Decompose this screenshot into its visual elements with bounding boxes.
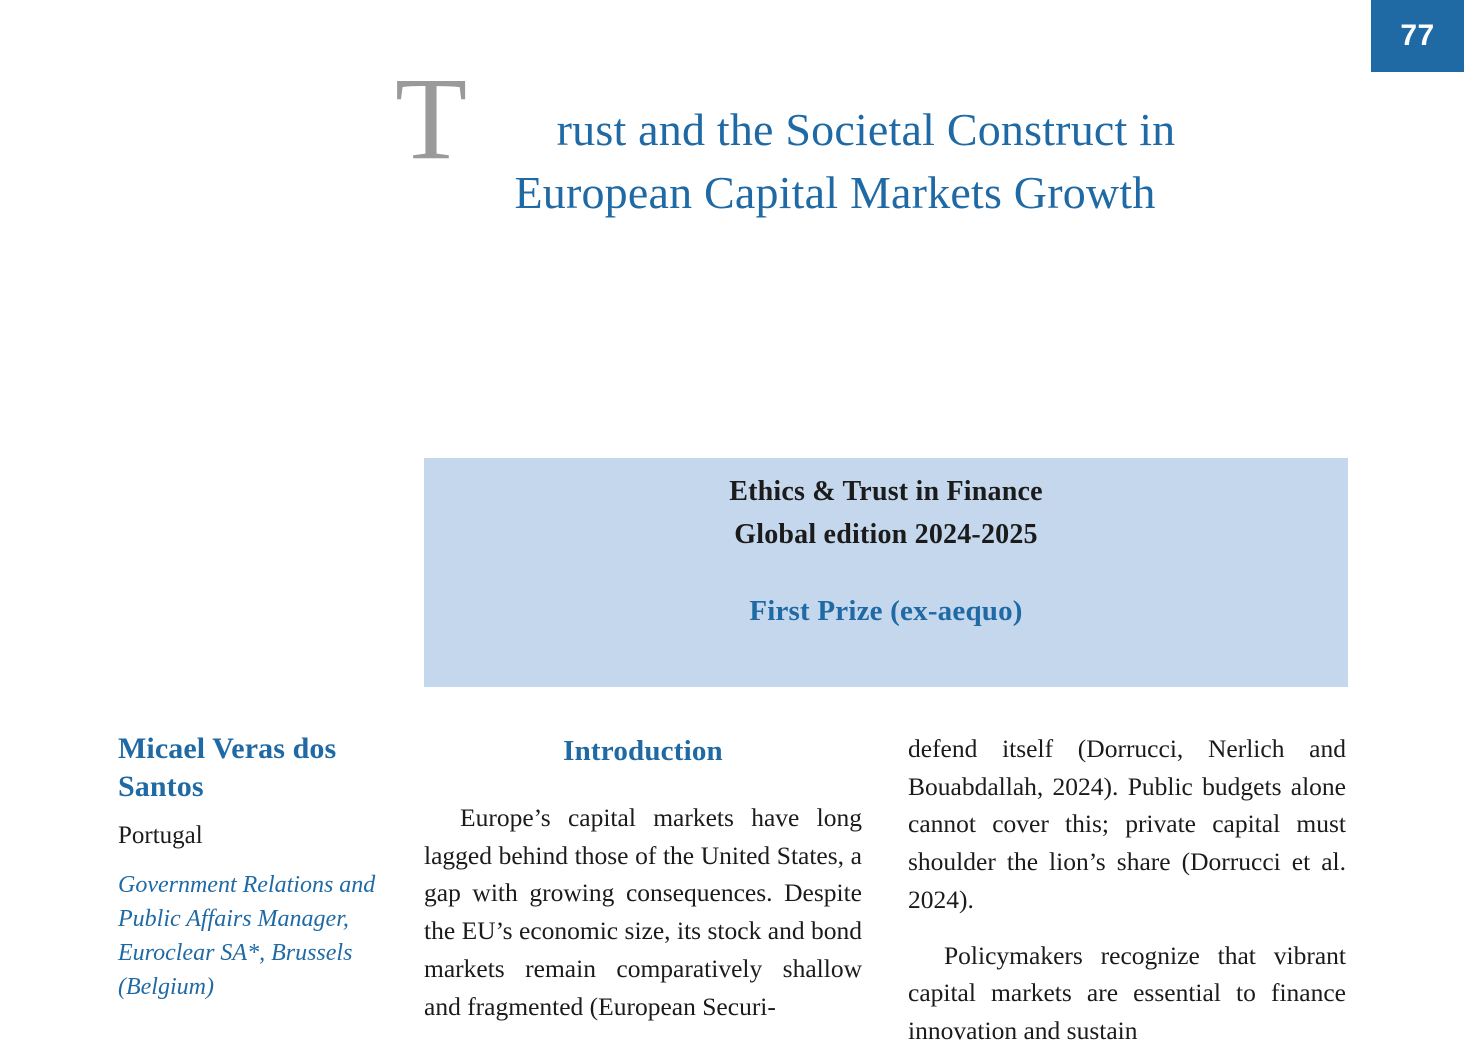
page-title-line-2: European Capital Markets Growth (514, 167, 1156, 219)
page-title-line-1: rust and the Societal Construct in (556, 104, 1176, 155)
page-number-badge (1371, 0, 1464, 72)
author-country: Portugal (118, 821, 203, 849)
competition-edition: Global edition 2024-2025 (734, 519, 1038, 550)
section-heading-introduction: Introduction (563, 735, 723, 767)
author-name: Micael Veras dos Santos (118, 732, 337, 804)
page-number: 77 (1400, 19, 1435, 52)
paragraph: Europe’s capital markets have long lagged behind those of the United States, a gap with growing consequences. Despite the EU’s economic size, its stock and bond markets remain comparatively shallow and fragmented (European Securi- (424, 802, 862, 1021)
columns-area (0, 730, 1464, 1046)
body-column-left (424, 730, 862, 1025)
body-column-right (908, 730, 1346, 1050)
paragraph: defend itself (Dorrucci, Nerlich and Bouabdallah, 2024). Public budgets alone cannot cover this; private capital must shoulder the lion’s share (Dorrucci et al. 2024). (908, 734, 1346, 914)
award-info-box (424, 458, 1348, 687)
title-dropcap: T (395, 53, 468, 184)
paragraph: Policymakers recognize that vibrant capital markets are essential to finance innovation and sustain (908, 940, 1346, 1046)
page-title (330, 98, 1340, 225)
author-block (118, 730, 380, 1004)
prize-label: First Prize (ex-aequo) (749, 595, 1023, 627)
author-affiliation: Government Relations and Public Affairs Manager, Euroclear SA*, Brussels (Belgium) (118, 871, 376, 1001)
competition-name: Ethics & Trust in Finance (729, 476, 1043, 507)
